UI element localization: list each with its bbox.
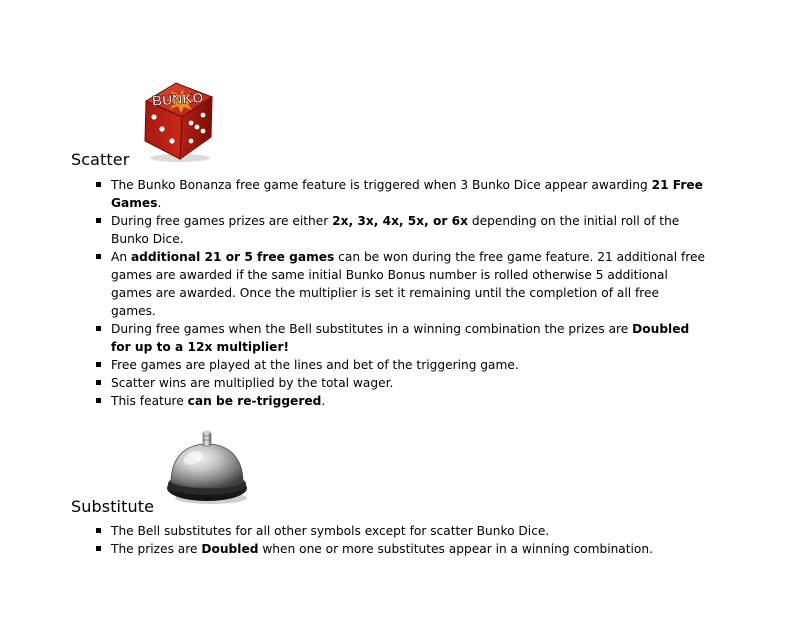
section-title-scatter: Scatter — [71, 150, 130, 169]
item-text: depending on the initial roll of the Bunko Dice. — [111, 214, 680, 246]
list-item — [96, 176, 706, 212]
list-item — [96, 212, 706, 248]
list-item — [96, 540, 706, 558]
list-item — [96, 522, 706, 540]
bullet-icon — [96, 182, 101, 187]
bullet-icon — [96, 254, 101, 259]
list-item — [96, 374, 706, 392]
bullet-icon — [96, 546, 101, 551]
substitute-feature-list — [96, 522, 706, 558]
list-item — [96, 248, 706, 320]
bell-icon — [161, 428, 249, 506]
list-item — [96, 392, 706, 410]
item-text: when one or more substitutes appear in a winning combination. — [258, 542, 653, 556]
bunko-dice-label: BUNKO — [151, 89, 204, 109]
item-text: The prizes are — [111, 542, 202, 556]
list-item — [96, 356, 706, 374]
item-text: Free games are played at the lines and bet of the triggering game. — [111, 358, 519, 372]
item-text: Scatter wins are multiplied by the total wager. — [111, 376, 394, 390]
item-text: . — [157, 196, 162, 210]
item-text: . — [321, 394, 326, 408]
item-text: The Bunko Bonanza free game feature is triggered when 3 Bunko Dice appear awarding — [111, 178, 652, 192]
emphasis-text: Doubled — [201, 542, 259, 556]
scatter-feature-list — [96, 176, 706, 410]
emphasis-text: 21 Free Games — [111, 178, 703, 210]
item-text: An — [111, 250, 131, 264]
bullet-icon — [96, 398, 101, 403]
bullet-icon — [96, 218, 101, 223]
bullet-icon — [96, 362, 101, 367]
emphasis-text: additional 21 or 5 free games — [130, 250, 335, 264]
item-text: can be won during the free game feature. 21 additional free games are awarded if the same initial Bunko Bonus number is rolled otherwise 5 additional games are awarded. Once the multiplier is set it remaining until the completion of all free games. — [111, 250, 706, 318]
item-text: During free games when the Bell substitutes in a winning combination the prizes are — [111, 322, 633, 336]
emphasis-text: can be re-triggered — [187, 394, 322, 408]
item-text: This feature — [111, 394, 188, 408]
bullet-icon — [96, 528, 101, 533]
item-text: During free games prizes are either — [111, 214, 333, 228]
emphasis-text: 2x, 3x, 4x, 5x, or 6x — [332, 214, 468, 228]
bunko-dice-icon — [140, 79, 216, 163]
emphasis-text: Doubled for up to a 12x multiplier! — [111, 322, 690, 354]
section-title-substitute: Substitute — [71, 497, 155, 516]
item-text: The Bell substitutes for all other symbols except for scatter Bunko Dice. — [111, 524, 550, 538]
list-item — [96, 320, 706, 356]
bullet-icon — [96, 326, 101, 331]
bullet-icon — [96, 380, 101, 385]
